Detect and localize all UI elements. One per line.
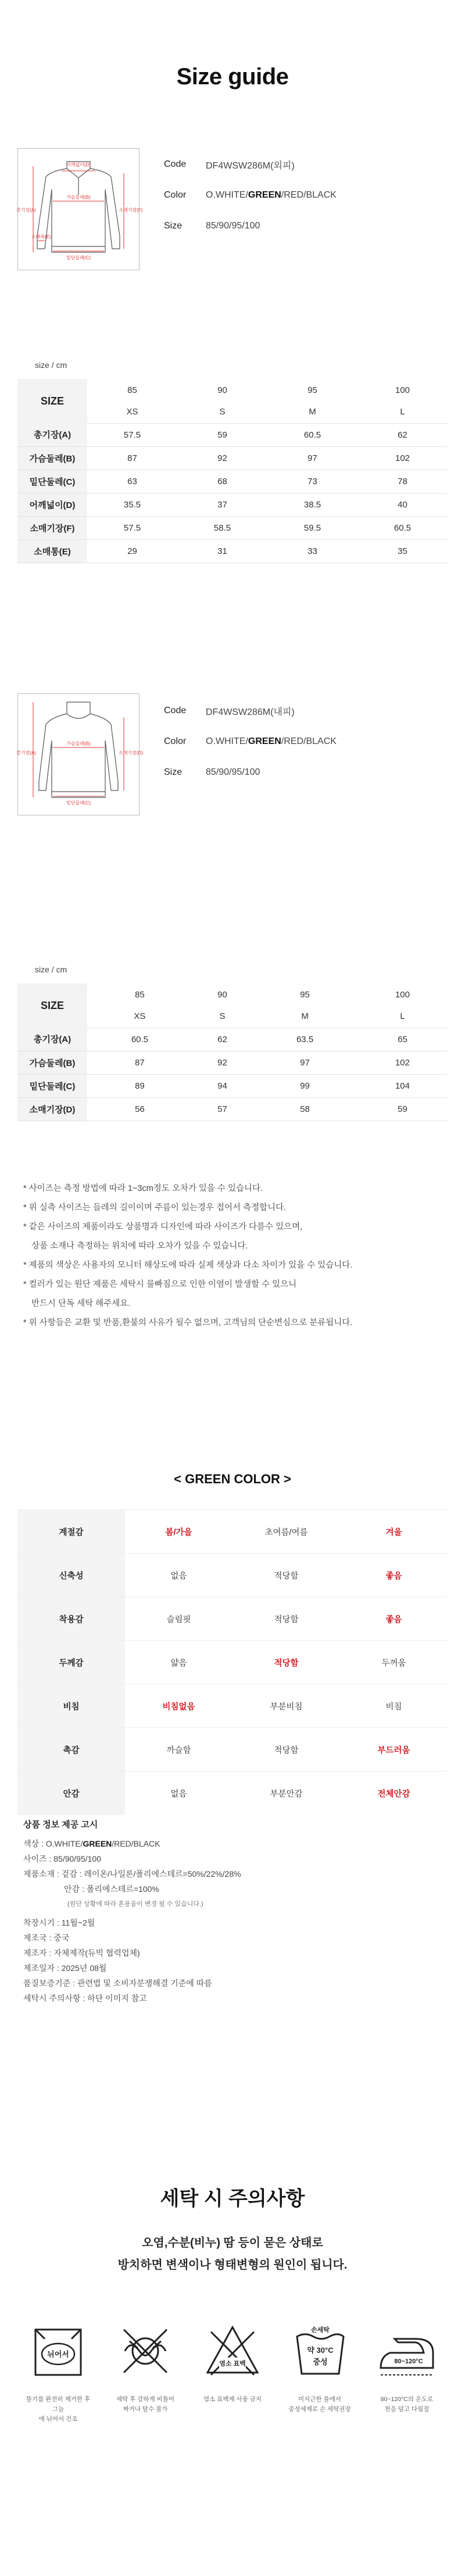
table-row bbox=[17, 983, 448, 1006]
size-cell: 100 bbox=[395, 989, 410, 1000]
note-line: * 컬러가 있는 원단 제품은 세탁시 물빠짐으로 인한 이염이 발생할 수 있으니 bbox=[23, 1280, 297, 1289]
cell: 78 bbox=[357, 470, 448, 493]
care-subtitle: 오염,수분(비누) 땀 등이 묻은 상태로 방치하면 변색이나 형태변형의 원인이 됩니다. bbox=[117, 2237, 348, 2271]
table-row bbox=[17, 1074, 448, 1097]
feature-option: 까슬함 bbox=[125, 1728, 233, 1772]
code-label: Code bbox=[164, 159, 187, 169]
table-row bbox=[17, 446, 448, 470]
size-label: Size bbox=[164, 221, 183, 231]
unit-label: size / cm bbox=[35, 965, 67, 974]
cell: 73 bbox=[267, 470, 357, 493]
cell: 63 bbox=[87, 470, 177, 493]
unit-label: size / cm bbox=[35, 360, 67, 370]
cell: 92 bbox=[192, 1051, 252, 1074]
cell: 94 bbox=[192, 1074, 252, 1097]
row-label: 소매기장(D) bbox=[17, 1097, 87, 1121]
note-line: * 위 사항들은 교환 및 반품,환불의 사유가 될수 없으며, 고객님의 단순변심으로 분류됩니다. bbox=[23, 1318, 353, 1328]
table-row bbox=[17, 379, 448, 401]
svg-text:중성: 중성 bbox=[313, 2357, 328, 2366]
svg-text:약 30°C: 약 30°C bbox=[307, 2346, 334, 2355]
cell: 58.5 bbox=[177, 516, 267, 539]
feature-label: 안감 bbox=[17, 1772, 125, 1815]
cell: 35.5 bbox=[87, 493, 177, 516]
feature-label: 착용감 bbox=[17, 1597, 125, 1641]
feature-option: 두꺼움 bbox=[340, 1641, 448, 1684]
feature-row bbox=[17, 1684, 448, 1728]
cell: 62 bbox=[192, 1028, 252, 1051]
cell: 57.5 bbox=[87, 516, 177, 539]
cell: 99 bbox=[252, 1074, 357, 1097]
vest-diagram bbox=[16, 693, 144, 815]
hem-label: 밑단둘레(C) bbox=[66, 255, 91, 260]
row-label: 총기장(A) bbox=[17, 1028, 87, 1051]
feature-option: 없음 bbox=[125, 1554, 233, 1597]
size-notes bbox=[23, 1183, 442, 1336]
feature-row bbox=[17, 1728, 448, 1772]
cell: 62 bbox=[357, 423, 448, 446]
cell: 57.5 bbox=[87, 423, 177, 446]
feature-row bbox=[17, 1554, 448, 1597]
size-header: SIZE bbox=[17, 983, 87, 1028]
spec-maker: 제조자 : 자체제작(듀빅 협력업체) bbox=[23, 1948, 140, 1958]
size-cell: 95 bbox=[300, 989, 310, 1000]
note-line: * 사이즈는 측정 방법에 따라 1~3cm정도 오차가 있을 수 있습니다. bbox=[23, 1184, 263, 1193]
page-title: Size guide bbox=[176, 64, 289, 90]
size-cell: 90 bbox=[217, 385, 227, 395]
size-cell: 100 bbox=[395, 385, 410, 395]
cell: 68 bbox=[177, 470, 267, 493]
sleeve-label: 소매기장(D) bbox=[118, 750, 144, 756]
size-table-1 bbox=[17, 379, 448, 563]
row-label: 밑단둘레(C) bbox=[17, 470, 87, 493]
feature-label: 촉감 bbox=[17, 1728, 125, 1772]
jacket-diagram bbox=[16, 148, 143, 270]
code-label: Code bbox=[164, 706, 187, 715]
letter-cell: M bbox=[267, 401, 357, 423]
table-row bbox=[17, 493, 448, 516]
row-label: 가슴둘레(B) bbox=[17, 1051, 87, 1074]
cell: 102 bbox=[357, 446, 448, 470]
note-line: 상품 소재나 측정하는 위치에 따라 오차가 있을 수 있습니다. bbox=[31, 1242, 248, 1251]
feature-option: 얇음 bbox=[125, 1641, 233, 1684]
note-line: 반드시 단독 세탁 해주세요. bbox=[31, 1299, 131, 1308]
code-value: DF4WSW286M(외피) bbox=[206, 160, 295, 171]
feature-option: 적당함 bbox=[233, 1554, 340, 1597]
row-label: 총기장(A) bbox=[17, 423, 87, 446]
note-line: * 제품의 색상은 사용자의 모니터 해상도에 따라 실제 색상과 다소 차이가 있을 수 있습니다. bbox=[23, 1261, 353, 1270]
feature-option: 부분안감 bbox=[233, 1772, 340, 1815]
iron-icon bbox=[375, 2319, 439, 2383]
cell: 87 bbox=[87, 446, 177, 470]
color-value: O.WHITE/GREEN/RED/BLACK bbox=[206, 190, 337, 200]
size-cell: 95 bbox=[307, 385, 317, 395]
feature-option: 비침 bbox=[340, 1684, 448, 1728]
cell: 38.5 bbox=[267, 493, 357, 516]
svg-text:손세탁: 손세탁 bbox=[311, 2327, 330, 2334]
cell: 35 bbox=[357, 539, 448, 563]
cell: 97 bbox=[267, 446, 357, 470]
feature-option: 겨울 bbox=[340, 1510, 448, 1554]
feature-option: 부분비침 bbox=[233, 1684, 340, 1728]
color-label: Color bbox=[164, 190, 187, 200]
size-label: Size bbox=[164, 767, 183, 777]
no-wring-icon bbox=[113, 2319, 177, 2383]
letter-cell: M bbox=[252, 1006, 357, 1028]
feature-option: 좋음 bbox=[340, 1554, 448, 1597]
feature-option: 적당함 bbox=[233, 1597, 340, 1641]
care-item: 염소 표백 염소 표백제 사용 금지 bbox=[198, 2319, 267, 2424]
note-line: * 같은 사이즈의 제품이라도 상품명과 디자인에 따라 사이즈가 다를수 있으며, bbox=[23, 1222, 303, 1232]
letter-cell: S bbox=[177, 401, 267, 423]
cell: 60.5 bbox=[357, 516, 448, 539]
table-row bbox=[17, 1097, 448, 1121]
cell: 102 bbox=[357, 1051, 448, 1074]
cell: 59 bbox=[177, 423, 267, 446]
spec-material: 제품소재 : 겉감 : 레이온/나일론/폴리에스테르=50%/22%/28% bbox=[23, 1869, 241, 1879]
cell: 97 bbox=[252, 1051, 357, 1074]
cell: 59 bbox=[357, 1097, 448, 1121]
table-row bbox=[17, 539, 448, 563]
cell: 56 bbox=[87, 1097, 192, 1121]
cell: 65 bbox=[357, 1028, 448, 1051]
cell: 57 bbox=[192, 1097, 252, 1121]
hand-wash-icon bbox=[288, 2319, 352, 2383]
feature-row bbox=[17, 1772, 448, 1815]
code-value: DF4WSW286M(내피) bbox=[206, 707, 295, 717]
color-value: O.WHITE/GREEN/RED/BLACK bbox=[206, 736, 337, 746]
cell: 31 bbox=[177, 539, 267, 563]
row-label: 소매통(E) bbox=[17, 539, 87, 563]
spec-warranty: 품질보증기준 : 관련법 및 소비자분쟁해결 기준에 따름 bbox=[23, 1978, 212, 1988]
row-label: 가슴둘레(B) bbox=[17, 446, 87, 470]
cell: 59.5 bbox=[267, 516, 357, 539]
svg-text:뉘어서: 뉘어서 bbox=[47, 2350, 69, 2359]
care-item: 뉘어서 뜰기를 완전히 제거한 후 그늘 에 뉘어서 건조 bbox=[23, 2319, 93, 2424]
spec-wash: 세탁시 주의사항 : 하단 이미지 참고 bbox=[23, 1994, 147, 2003]
table-row bbox=[17, 423, 448, 446]
spec-season: 착장시기 : 11월~2월 bbox=[23, 1918, 95, 1927]
letter-cell: XS bbox=[87, 1006, 192, 1028]
cell: 60.5 bbox=[87, 1028, 192, 1051]
feature-option: 부드러움 bbox=[340, 1728, 448, 1772]
spec-size: 사이즈 : 85/90/95/100 bbox=[23, 1854, 101, 1863]
letter-cell: S bbox=[192, 1006, 252, 1028]
table-row bbox=[17, 516, 448, 539]
feature-label: 두께감 bbox=[17, 1641, 125, 1684]
shoulder-label: 어깨넓이(D) bbox=[66, 162, 91, 167]
cell: 92 bbox=[177, 446, 267, 470]
table-row bbox=[17, 1051, 448, 1074]
size-cell: 85 bbox=[135, 989, 145, 1000]
row-label: 소매기장(F) bbox=[17, 516, 87, 539]
letter-cell: XS bbox=[87, 401, 177, 423]
cell: 58 bbox=[252, 1097, 357, 1121]
cell: 60.5 bbox=[267, 423, 357, 446]
spec-heading: 상품 정보 제공 고시 bbox=[23, 1820, 98, 1830]
cell: 89 bbox=[87, 1074, 192, 1097]
feature-option: 비침없음 bbox=[125, 1684, 233, 1728]
care-icons bbox=[23, 2319, 442, 2424]
cell: 104 bbox=[357, 1074, 448, 1097]
care-item: 80~120°C 80~120°C의 온도로 천을 덮고 다림질 bbox=[372, 2319, 442, 2424]
hem-label: 밑단둘레(C) bbox=[66, 800, 91, 806]
product-info-1 bbox=[164, 158, 337, 251]
chest-label: 가슴둘레(B) bbox=[66, 741, 91, 746]
size-cell: 85 bbox=[127, 385, 137, 395]
spec-lining: 안감 : 폴리에스테르=100% bbox=[64, 1884, 159, 1894]
feature-row bbox=[17, 1510, 448, 1554]
feature-option: 없음 bbox=[125, 1772, 233, 1815]
svg-text:염소 표백: 염소 표백 bbox=[219, 2360, 246, 2367]
svg-text:80~120°C: 80~120°C bbox=[394, 2358, 423, 2365]
feature-label: 비침 bbox=[17, 1684, 125, 1728]
feature-option: 초여름/여름 bbox=[233, 1510, 340, 1554]
table-row bbox=[17, 470, 448, 493]
cuff-label: 소매폭(E) bbox=[31, 234, 51, 239]
length-label: 총기장(A) bbox=[16, 207, 36, 213]
letter-cell: L bbox=[357, 1006, 448, 1028]
feature-option: 봄/가을 bbox=[125, 1510, 233, 1554]
cell: 87 bbox=[87, 1051, 192, 1074]
product-info-2 bbox=[164, 704, 337, 797]
feature-option: 전체안감 bbox=[340, 1772, 448, 1815]
cell: 63.5 bbox=[252, 1028, 357, 1051]
row-label: 어깨넓이(D) bbox=[17, 493, 87, 516]
letter-cell: L bbox=[357, 401, 448, 423]
spec-origin: 제조국 : 중국 bbox=[23, 1933, 70, 1942]
feature-label: 신축성 bbox=[17, 1554, 125, 1597]
feature-row bbox=[17, 1597, 448, 1641]
jacket-outline-icon bbox=[16, 149, 143, 270]
vest-outline-icon bbox=[16, 694, 144, 815]
feature-option: 적당함 bbox=[233, 1641, 340, 1684]
no-bleach-icon bbox=[201, 2319, 264, 2383]
size-header: SIZE bbox=[17, 379, 87, 423]
note-line: * 위 실측 사이즈는 들레의 길이이며 주름이 있는경우 접어서 측정합니다. bbox=[23, 1203, 287, 1212]
row-label: 밑단둘레(C) bbox=[17, 1074, 87, 1097]
size-value: 85/90/95/100 bbox=[206, 221, 260, 231]
cell: 37 bbox=[177, 493, 267, 516]
care-title: 세탁 시 주의사항 bbox=[160, 2188, 305, 2210]
feature-row bbox=[17, 1641, 448, 1684]
cell: 33 bbox=[267, 539, 357, 563]
table-row bbox=[17, 1028, 448, 1051]
size-cell: 90 bbox=[217, 989, 227, 1000]
feature-option: 슬림핏 bbox=[125, 1597, 233, 1641]
length-label: 총기장(A) bbox=[16, 750, 36, 756]
care-item: 손세탁 약 30°C 중성 미지근한 물에서 중성세제로 손 세탁권장 bbox=[285, 2319, 355, 2424]
cell: 40 bbox=[357, 493, 448, 516]
sleeve-label: 소매기장(F) bbox=[119, 207, 143, 213]
size-value: 85/90/95/100 bbox=[206, 767, 260, 777]
spec-color: 색상 : O.WHITE/GREEN/RED/BLACK bbox=[23, 1839, 160, 1848]
feature-option: 적당함 bbox=[233, 1728, 340, 1772]
cell: 29 bbox=[87, 539, 177, 563]
care-item: 세탁 후 강하게 비틀어 짜거나 탈수 불가 bbox=[110, 2319, 180, 2424]
spec-date: 제조일자 : 2025년 08월 bbox=[23, 1963, 107, 1973]
spec-material-note: (원단 상황에 따라 혼용율이 변경 될 수 있습니다.) bbox=[67, 1901, 203, 1908]
color-section-title: < GREEN COLOR > bbox=[174, 1472, 291, 1486]
product-spec bbox=[23, 1818, 442, 2007]
size-table-2 bbox=[17, 983, 448, 1121]
shade-dry-icon bbox=[26, 2319, 90, 2383]
chest-label: 가슴둘레(B) bbox=[66, 195, 91, 200]
feature-label: 계절감 bbox=[17, 1510, 125, 1554]
color-label: Color bbox=[164, 736, 187, 746]
feature-option: 좋음 bbox=[340, 1597, 448, 1641]
feature-table bbox=[17, 1509, 448, 1815]
